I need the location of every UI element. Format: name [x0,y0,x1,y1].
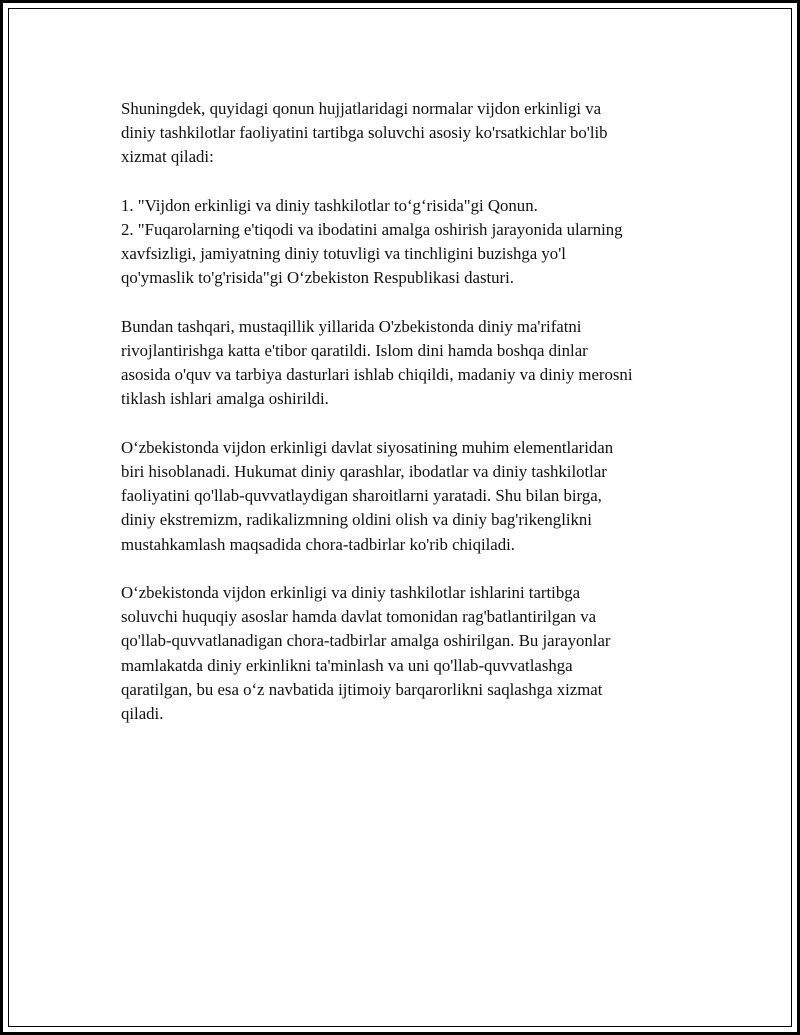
paragraph-enlightenment: Bundan tashqari, mustaqillik yillarida O'zbekistonda diniy ma'rifatni rivojlantirishga katta e'tibor qaratildi. Islom dini hamda boshqa dinlar asosida o'quv va tarbiya dasturlari ishlab chiqildi, madaniy va diniy merosni tiklash ishlari amalga oshirildi. [121,316,633,409]
list-item-2: 2. "Fuqarolarning e'tiqodi va ibodatini amalga oshirish jarayonida ularning xavfsizligi, jamiyatning diniy totuvligi va tinchligini buzishga yo'l qo'ymaslik to'g'risida"gi O‘zbekiston Respublikasi dasturi. [121,220,623,288]
list-item-1: 1. "Vijdon erkinligi va diniy tashkilotlar to‘g‘risida"gi Qonun. [121,195,538,215]
paragraph-legal-basis: O‘zbekistonda vijdon erkinligi va diniy tashkilotlar ishlarini tartibga soluvchi huquqiy asoslar hamda davlat tomonidan rag'batlantirilgan va qo'llab-quvvatlanadigan chora-tadbirlar amalga oshirilgan. Bu jarayonlar mamlakatda diniy erkinlikni ta'minlash va uni qo'llab-quvvatlashga qaratilgan, bu esa o‘z navbatida ijtimoiy barqarorlikni saqlashga xizmat qiladi. [121,583,611,724]
document-body [121,97,691,750]
legal-acts-list [121,194,691,291]
paragraph-state-policy: O‘zbekistonda vijdon erkinligi davlat siyosatining muhim elementlaridan biri hisoblanadi. Hukumat diniy qarashlar, ibodatlar va diniy tashkilotlar faoliyatini qo'llab-quvvatlaydigan sharoitlarni yaratadi. Shu bilan birga, diniy ekstremizm, radikalizmning oldini olish va diniy bag'rikenglikni mustahkamlash maqsadida chora-tadbirlar ko'rib chiqiladi. [121,437,614,554]
paragraph-intro: Shuningdek, quyidagi qonun hujjatlaridagi normalar vijdon erkinligi va diniy tashkilotlar faoliyatini tartibga soluvchi asosiy ko'rsatkichlar bo'lib xizmat qiladi: [121,99,608,167]
